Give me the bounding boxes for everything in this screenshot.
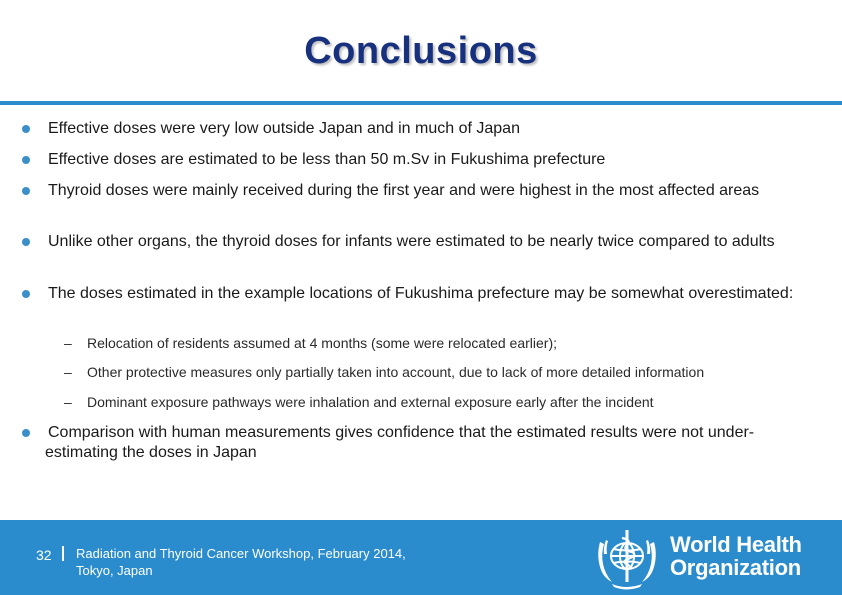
page-number: 32: [36, 547, 52, 563]
bullet-text: Effective doses are estimated to be less than 50 m.Sv in Fukushima prefecture: [48, 151, 606, 168]
sub-bullet-item: [64, 363, 824, 381]
sub-bullet-item: [64, 393, 824, 411]
sub-bullet-dash: –: [64, 394, 72, 410]
bullet-item: [22, 284, 822, 304]
who-emblem-icon: [592, 524, 662, 592]
footer-separator: [62, 546, 64, 561]
bullet-text: Unlike other organs, the thyroid doses for infants were estimated to be nearly twice compared to adults: [48, 233, 775, 250]
bullet-text: The doses estimated in the example locations of Fukushima prefecture may be somewhat overestimated:: [48, 285, 794, 302]
bullet-dot-icon: [22, 125, 30, 133]
sub-bullet-text: Relocation of residents assumed at 4 months (some were relocated earlier);: [87, 335, 557, 351]
bullet-item: [22, 119, 822, 139]
footer-event-text: [76, 545, 456, 579]
bullet-text: Effective doses were very low outside Japan and in much of Japan: [48, 120, 520, 137]
sub-bullet-dash: –: [64, 335, 72, 351]
bullet-dot-icon: [22, 238, 30, 246]
footer-event: Radiation and Thyroid Cancer Workshop, February 2014,: [76, 546, 406, 561]
sub-bullet-text: Other protective measures only partially taken into account, due to lack of more detailed information: [87, 364, 705, 380]
sub-bullet-text: Dominant exposure pathways were inhalation and external exposure early after the incident: [87, 394, 654, 410]
footer-location: Tokyo, Japan: [76, 563, 153, 578]
sub-bullet-dash: –: [64, 364, 72, 380]
footer-bar: [0, 520, 842, 595]
sub-bullet-item: [64, 334, 824, 352]
bullet-dot-icon: [22, 290, 30, 298]
bullet-item: [22, 150, 822, 170]
bullet-item: [22, 423, 822, 463]
bullet-dot-icon: [22, 156, 30, 164]
bullet-dot-icon: [22, 429, 30, 437]
bullet-item: [22, 232, 822, 252]
bullet-dot-icon: [22, 187, 30, 195]
org-name-line1: World Health: [670, 532, 802, 557]
slide-title: Conclusions: [304, 30, 538, 72]
bullet-text: Comparison with human measurements gives confidence that the estimated results were not under-estimating the doses in Japan: [45, 424, 755, 461]
org-name-line2: Organization: [670, 555, 801, 580]
bullet-text: Thyroid doses were mainly received during the first year and were highest in the most affected areas: [48, 182, 760, 199]
bullet-item: [22, 181, 822, 201]
title-divider: [0, 101, 842, 105]
who-wordmark: [670, 533, 802, 579]
